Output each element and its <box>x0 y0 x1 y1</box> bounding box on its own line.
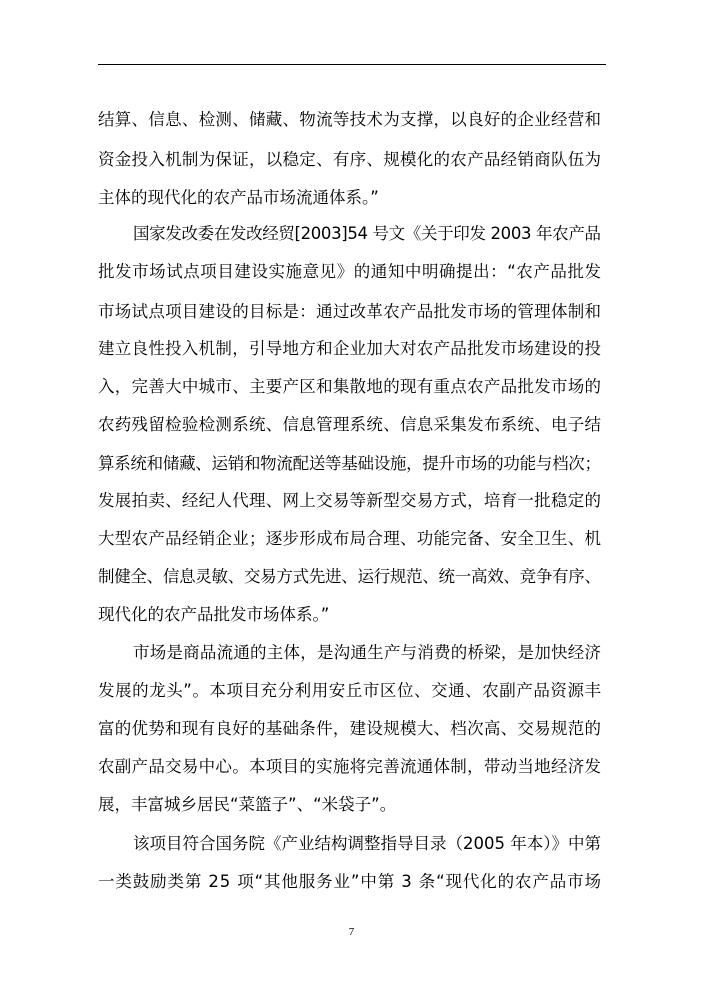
text-line-7: 建立良性投入机制，引导地方和企业加大对农产品批发市场建设的投 <box>98 339 602 358</box>
text-line-2: 资金投入机制为保证，以稳定、有序、规模化的农产品经销商队伍为 <box>98 150 602 169</box>
text-line-6: 市场试点项目建设的目标是：通过改革农产品批发市场的管理体制和 <box>98 302 602 321</box>
text-line-4: 国家发改委在发改经贸[2003]54 号文《关于印发 2003 年农产品 <box>133 224 601 243</box>
text-line-5: 批发市场试点项目建设实施意见》的通知中明确提出：“农产品批发 <box>98 262 602 281</box>
text-line-8: 入，完善大中城市、主要产区和集散地的现有重点农产品批发市场的 <box>98 377 602 396</box>
page-number: 7 <box>348 926 355 938</box>
text-line-18: 农副产品交易中心。本项目的实施将完善流通体制，带动当地经济发 <box>98 757 602 776</box>
text-line-1: 结算、信息、检测、储藏、物流等技术为支撑，以良好的企业经营和 <box>98 110 602 129</box>
text-line-15: 市场是商品流通的主体，是沟通生产与消费的桥梁，是加快经济 <box>133 643 602 662</box>
text-line-21: 一类鼓励类第 25 项“其他服务业”中第 3 条“现代化的农产品市场 <box>98 872 602 891</box>
text-line-12: 大型农产品经销企业；逐步形成布局合理、功能完备、安全卫生、机 <box>98 529 602 548</box>
header-rule <box>98 64 606 65</box>
text-line-13: 制健全、信息灵敏、交易方式先进、运行规范、统一高效、竞争有序、 <box>98 567 601 586</box>
text-line-17: 富的优势和现有良好的基础条件，建设规模大、档次高、交易规范的 <box>98 719 602 738</box>
text-line-11: 发展拍卖、经纪人代理、网上交易等新型交易方式，培育一批稳定的 <box>98 491 602 510</box>
text-line-16: 发展的龙头”。本项目充分利用安丘市区位、交通、农副产品资源丰 <box>98 681 602 700</box>
text-line-19: 展，丰富城乡居民“菜篮子”、“米袋子”。 <box>98 795 397 814</box>
text-line-14: 现代化的农产品批发市场体系。” <box>98 605 330 624</box>
text-line-3: 主体的现代化的农产品市场流通体系。” <box>98 188 379 207</box>
text-line-10: 算系统和储藏、运销和物流配送等基础设施，提升市场的功能与档次； <box>98 454 601 473</box>
text-line-20: 该项目符合国务院《产业结构调整指导目录（2005 年本）》中第 <box>133 834 601 853</box>
text-line-9: 农药残留检验检测系统、信息管理系统、信息采集发布系统、电子结 <box>98 415 602 434</box>
